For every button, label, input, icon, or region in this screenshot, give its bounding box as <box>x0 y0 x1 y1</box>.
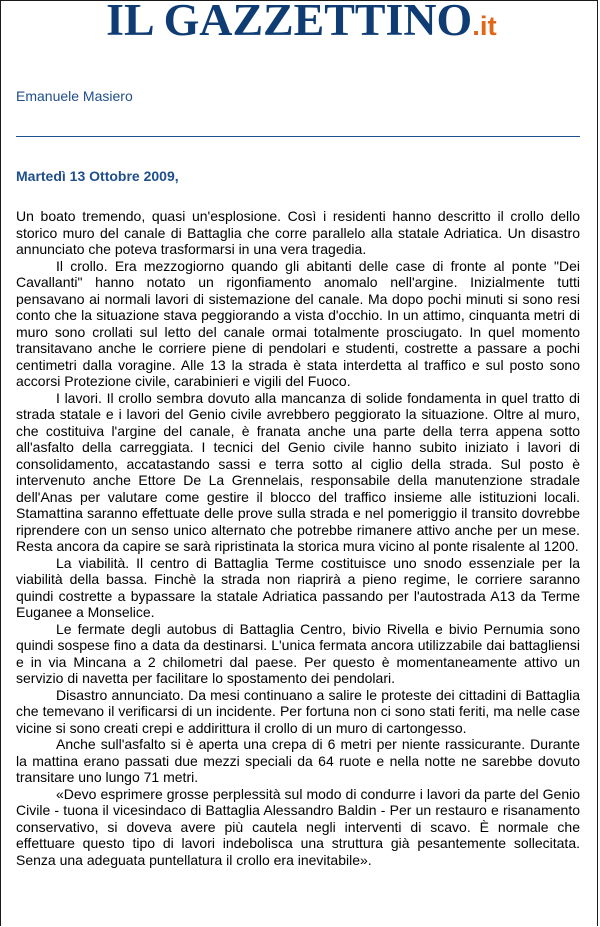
article-body <box>16 208 580 868</box>
paragraph: «Devo esprimere grosse perplessità sul modo di condurre i lavori da parte del Genio Civile - tuona il vicesindaco di Battaglia Alessandro Baldin - Per un restauro e risanamento conservativo, si doveva avere più cautela negli interventi di scavo. È normale che effettuare questo tipo di lavori indebolisca una struttura già pesantemente sollecitata. Senza una adeguata puntellatura il crollo era inevitabile». <box>16 785 580 868</box>
divider <box>16 136 580 137</box>
paragraph: Disastro annunciato. Da mesi continuano a salire le proteste dei cittadini di Battaglia che temevano il verificarsi di un incidente. Per fortuna non ci sono stati feriti, ma nelle case vicine si sono creati crepi e addirittura il crollo di un muro di cartongesso. <box>16 686 580 736</box>
author-name: Emanuele Masiero <box>16 88 133 104</box>
paragraph: I lavori. Il crollo sembra dovuto alla mancanza di solide fondamenta in quel tratto di strada statale e i lavori del Genio civile avrebbero peggiorato la situazione. Oltre al muro, che costituiva l'argine del canale, è franata anche una parte della terra appena sotto all'asfalto della carreggiata. I tecnici del Genio civile hanno subito iniziato i lavori di consolidamento, accatastando sassi e terra sotto al ciglio della strada. Sul posto è intervenuto anche Ettore De La Grennelais, responsabile della manutenzione stradale dell'Anas per valutare come gestire il blocco del traffico insieme alle istituzioni locali. Stamattina saranno effettuate delle prove sulla strada e nel pomeriggio il transito dovrebbe riprendere con un senso unico alternato che potrebbe rimanere attivo anche per un mese. Resta ancora da capire se sarà ripristinata la storica mura vicino al ponte risalente al 1200. <box>16 389 580 554</box>
paragraph: Il crollo. Era mezzogiorno quando gli abitanti delle case di fronte al ponte "Dei Cavallanti" hanno notato un rigonfiamento anomalo nell'argine. Inizialmente tutti pensavano ai normali lavori di sistemazione del canale. Ma dopo pochi minuti si sono resi conto che la situazione stava peggiorando a vista d'occhio. In un attimo, cinquanta metri di muro sono crollati sul letto del canale ormai totalmente prosciugato. In quel momento transitavano anche le corriere piene di pendolari e studenti, costrette a passare a pochi centimetri dalla voragine. Alle 13 la strada è stata interdetta al traffico e sul posto sono accorsi Protezione civile, carabinieri e vigili del Fuoco. <box>16 257 580 389</box>
paragraph: Un boato tremendo, quasi un'esplosione. Così i residenti hanno descritto il crollo dello storico muro del canale di Battaglia che corre parallelo alla statale Adriatica. Un disastro annunciato che poteva trasformarsi in una vera tragedia. <box>16 208 580 257</box>
paragraph: Le fermate degli autobus di Battaglia Centro, bivio Rivella e bivio Pernumia sono quindi sospese fino a data da destinarsi. L'unica fermata ancora utilizzabile dai battagliensi e in via Mincana a 2 chilometri dal paese. Per questo è momentaneamente attivo un servizio di navetta per facilitare lo spostamento dei pendolari. <box>16 620 580 686</box>
logo[interactable] <box>106 0 497 46</box>
article-date: Martedì 13 Ottobre 2009, <box>16 168 179 184</box>
logo-suffix: .it <box>471 11 497 41</box>
logo-main: IL GAZZETTINO <box>105 0 472 45</box>
paragraph: La viabilità. Il centro di Battaglia Terme costituisce uno snodo essenziale per la viabilità della bassa. Finchè la strada non riaprirà a pieno regime, le corriere saranno quindi costrette a bypassare la statale Adriatica passando per l'autostrada A13 da Terme Euganee a Monselice. <box>16 554 580 620</box>
masthead <box>0 0 600 44</box>
paragraph: Anche sull'asfalto si è aperta una crepa di 6 metri per niente rassicurante. Durante la mattina erano passati due mezzi speciali da 64 ruote e nella notte ne sarebbe dovuto transitare uno lungo 71 metri. <box>16 736 580 785</box>
